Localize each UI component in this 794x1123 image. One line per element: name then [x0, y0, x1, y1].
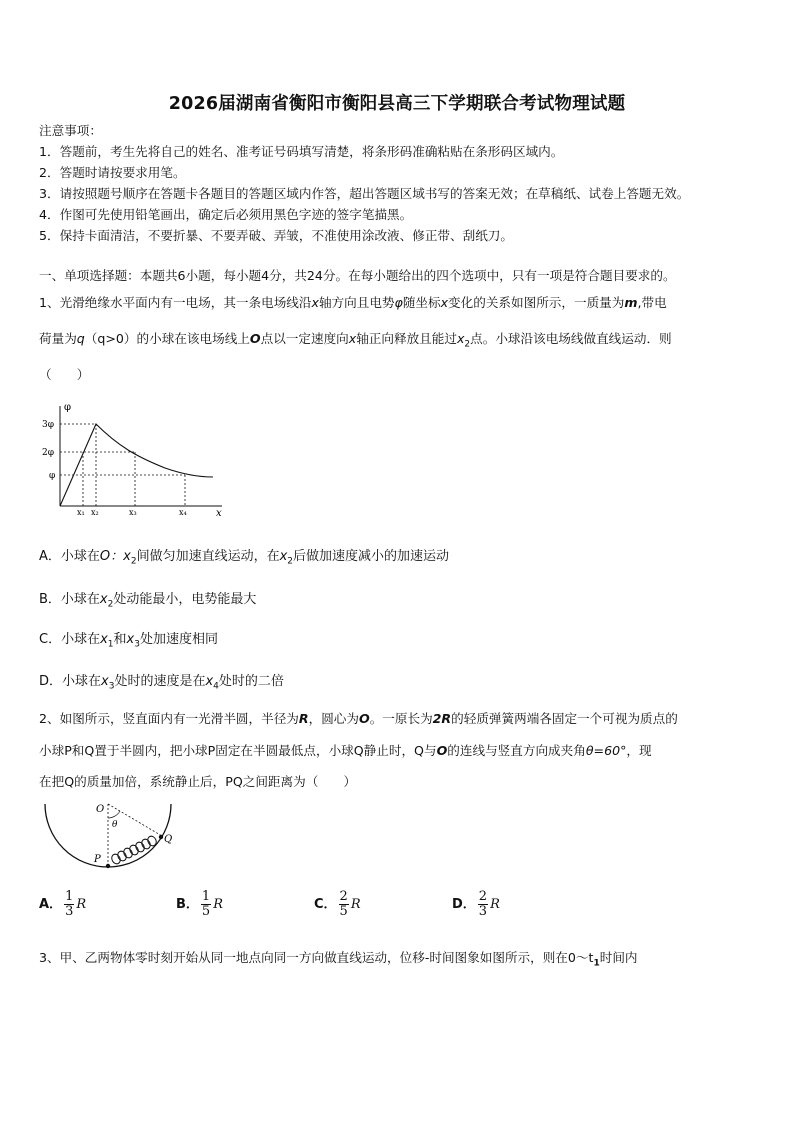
notice-item: 4．作图可先使用铅笔画出，确定后必须用黑色字迹的签字笔描黑。: [39, 207, 413, 222]
phi-x-graph: [40, 398, 230, 520]
y-axis-label: φ: [64, 402, 72, 413]
x-tick-label: x₄: [179, 508, 187, 517]
q1-stem-line1: 1、光滑绝缘水平面内有一电场，其一条电场线沿x轴方向且电势φ随坐标x变化的关系如图所示，一质量为m,带电: [39, 295, 667, 310]
label-o: O: [96, 804, 105, 815]
q1-answer-paren: （ ）: [39, 367, 90, 382]
q3-stem: 3、甲、乙两物体零时刻开始从同一地点向同一方向做直线运动，位移-时间图象如图所示，则在$0\sim t_1$时间内: [39, 950, 638, 969]
x-axis-label: x: [216, 508, 222, 519]
q2-option-a[interactable]: A． $\frac{1}{3}$ R: [39, 889, 87, 919]
ball-p: [106, 864, 110, 868]
notice-item: 2．答题时请按要求用笔。: [39, 165, 186, 180]
y-tick-label: φ: [49, 471, 56, 481]
semicircle-figure: [40, 800, 175, 872]
q1-stem-line2: 荷量为q（q>0）的小球在该电场线上O点以一定速度向x轴正向释放且能过$x_2$点。小球沿该电场线做直线运动．则: [39, 331, 672, 350]
notice-item: 1．答题前，考生先将自己的姓名、准考证号码填写清楚，将条形码准确粘贴在条形码区域内。: [39, 144, 564, 159]
q2-stem-line1: 2、如图所示，竖直面内有一光滑半圆，半径为R，圆心为O。一原长为2R的轻质弹簧两端各固定一个可视为质点的: [39, 711, 678, 726]
notice-item: 5．保持卡面清洁，不要折暴、不要弄破、弄皱，不准使用涂改液、修正带、刮纸刀。: [39, 228, 513, 243]
q1-option-a[interactable]: A．小球在O：$x_2$间做匀加速直线运动，在$x_2$后做加速度减小的加速运动: [39, 549, 450, 567]
x-tick-label: x₃: [129, 508, 137, 517]
label-p: P: [94, 854, 101, 865]
page-title: 2026届湖南省衡阳市衡阳县高三下学期联合考试物理试题: [168, 94, 626, 114]
y-tick-label: 3φ: [42, 420, 55, 430]
q1-option-b[interactable]: B．小球在$x_2$处动能最小，电势能最大: [39, 592, 257, 610]
q2-option-d[interactable]: D． $\frac{2}{3}$ R: [452, 889, 500, 919]
label-theta: θ: [112, 820, 118, 830]
q2-option-c[interactable]: C． $\frac{2}{5}$ R: [314, 889, 361, 919]
x-tick-label: x₁: [77, 508, 85, 517]
q1-option-d[interactable]: D．小球在$x_3$处时的速度是在$x_4$处时的二倍: [39, 674, 284, 692]
ball-q: [159, 835, 163, 839]
angle-arc: [108, 811, 120, 818]
notice-item: 3．请按照题号顺序在答题卡各题目的答题区域内作答，超出答题区域书写的答案无效；在草稿纸、试卷上答题无效。: [39, 186, 690, 201]
y-tick-label: 2φ: [42, 448, 55, 458]
section-heading: 一、单项选择题：本题共6小题，每小题4分，共24分。在每小题给出的四个选项中，只有一项是符合题目要求的。: [39, 268, 676, 283]
q2-stem-line3: 在把Q的质量加倍，系统静止后，PQ之间距离为（ ）: [39, 774, 357, 789]
notice-heading: 注意事项：: [39, 123, 102, 138]
x-tick-label: x₂: [91, 508, 99, 517]
label-q: Q: [164, 834, 173, 845]
q2-stem-line2: 小球P和Q置于半圆内，把小球P固定在半圆最低点，小球Q静止时，Q与O的连线与竖直方向成夹角θ=60°，现: [39, 743, 652, 758]
q1-option-c[interactable]: C．小球在$x_1$和$x_3$处加速度相同: [39, 632, 218, 650]
q2-option-b[interactable]: B． $\frac{1}{5}$ R: [176, 889, 223, 919]
